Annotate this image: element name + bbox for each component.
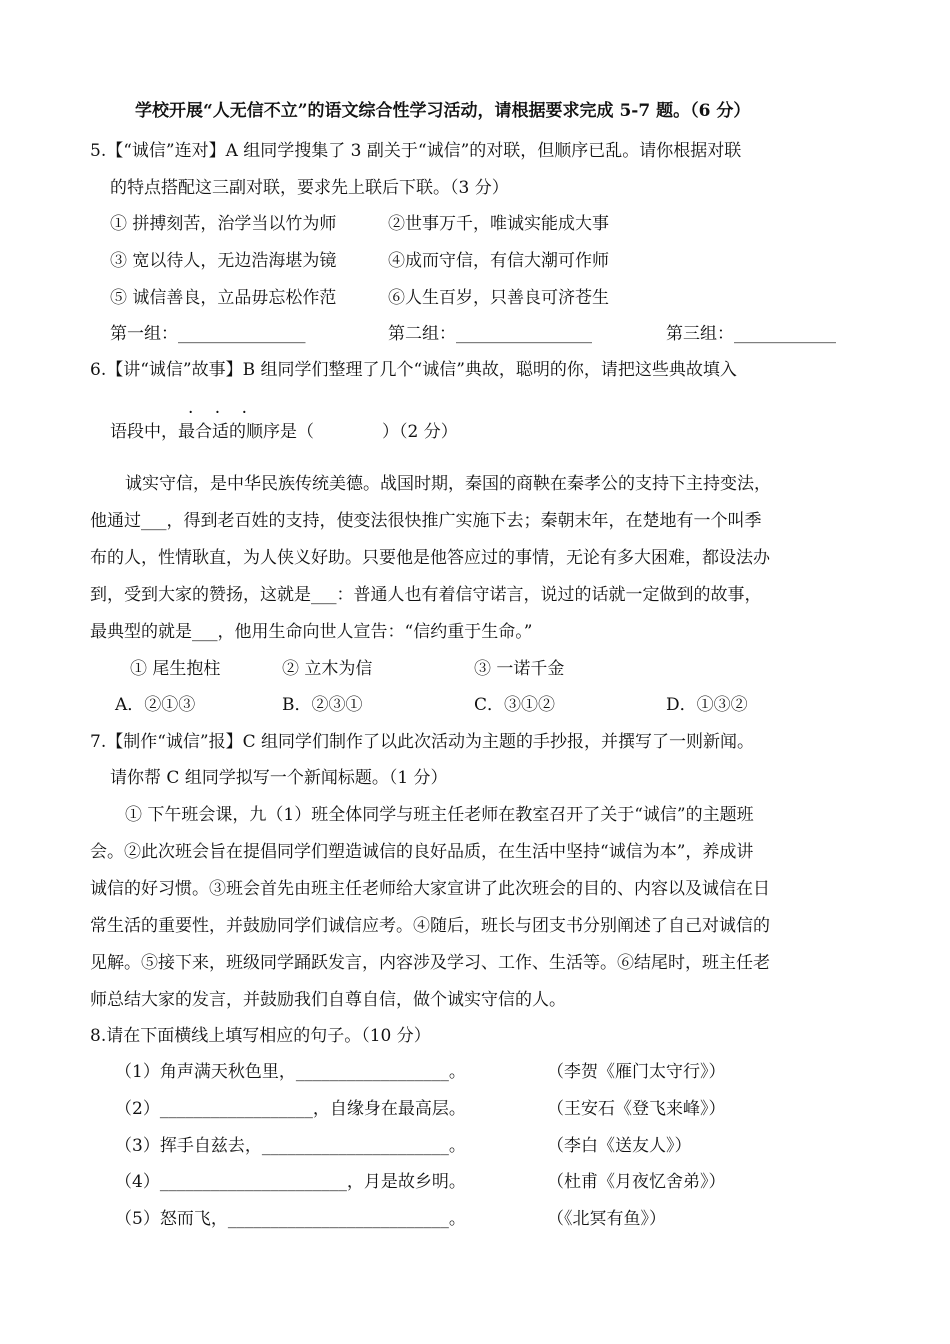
q5-group-1-blank[interactable]: 第一组：_______________ <box>110 324 306 344</box>
q5-couplet-2: ②世事万千，唯诚实能成大事 <box>388 214 609 234</box>
q6-prompt-line1: 6.【讲“诚信”故事】B 组同学们整理了几个“诚信”典故，聪明的你，请把这些典故填入 <box>90 360 737 380</box>
q8-source-5: （《北冥有鱼》） <box>547 1209 666 1229</box>
q8-item-1[interactable]: （1）角声满天秋色里，__________________。 <box>115 1062 466 1082</box>
q5-couplet-3: ③ 宽以待人，无边浩海堪为镜 <box>110 251 337 271</box>
q8-item-5[interactable]: （5）怒而飞，__________________________。 <box>115 1209 466 1229</box>
q5-group-3-blank[interactable]: 第三组：____________ <box>666 324 836 344</box>
q6-passage-line: 到，受到大家的赞扬，这就是___：普通人也有着信守诺言，说过的话就一定做到的故事， <box>90 585 762 605</box>
q6-passage-line: 他通过___，得到老百姓的支持，使变法很快推广实施下去；秦朝末年，在楚地有一个叫季 <box>90 511 762 531</box>
q6-passage-line: 布的人，性情耿直，为人侠义好助。只要他是他答应过的事情，无论有多大困难，都设法办 <box>90 548 770 568</box>
q6-choice-b[interactable]: B．②③① <box>282 695 363 715</box>
q7-news-line: 常生活的重要性，并鼓励同学们诚信应考。④随后，班长与团支书分别阐述了自己对诚信的 <box>90 916 770 936</box>
q8-prompt: 8.请在下面横线上填写相应的句子。（10 分） <box>90 1026 431 1046</box>
q5-couplet-4: ④成而守信，有信大潮可作师 <box>388 251 609 271</box>
q5-couplet-5: ⑤ 诚信善良，立品毋忘松作范 <box>110 288 337 308</box>
q8-source-3: （李白《送友人》） <box>547 1136 692 1156</box>
q6-story-2: ② 立木为信 <box>282 659 373 679</box>
q8-source-2: （王安石《登飞来峰》） <box>547 1099 726 1119</box>
section-title: 学校开展“人无信不立”的语文综合性学习活动，请根据要求完成 5-7 题。（6 分） <box>135 101 751 121</box>
q6-choice-a[interactable]: A．②①③ <box>115 695 196 715</box>
q5-prompt-line2: 的特点搭配这三副对联，要求先上联后下联。（3 分） <box>110 178 509 198</box>
q8-item-3[interactable]: （3）挥手自兹去，______________________。 <box>115 1136 466 1156</box>
q6-story-1: ① 尾生抱柱 <box>130 659 221 679</box>
q7-news-line: 见解。⑤接下来，班级同学踊跃发言，内容涉及学习、工作、生活等。⑥结尾时，班主任老 <box>90 953 770 973</box>
q7-news-line: 会。②此次班会旨在提倡同学们塑造诚信的良好品质，在生活中坚持“诚信为本”，养成讲 <box>90 842 754 862</box>
q7-prompt-line1: 7.【制作“诚信”报】C 组同学们制作了以此次活动为主题的手抄报，并撰写了一则新闻。 <box>90 732 755 752</box>
q6-prompt-line2[interactable]: 语段中，最合适的顺序是（ ）（2 分） <box>110 422 458 442</box>
q5-couplet-6: ⑥人生百岁，只善良可济苍生 <box>388 288 609 308</box>
q8-source-4: （杜甫《月夜忆舍弟》） <box>547 1172 726 1192</box>
q8-item-2[interactable]: （2）__________________，自缘身在最高层。 <box>115 1099 466 1119</box>
q6-story-3: ③ 一诺千金 <box>474 659 565 679</box>
q7-news-line: 师总结大家的发言，并鼓励我们自尊自信，做个诚实守信的人。 <box>90 990 566 1010</box>
q7-prompt-line2: 请你帮 C 组同学拟写一个新闻标题。（1 分） <box>110 768 448 788</box>
emphasis-dots: · · · <box>188 403 256 423</box>
q7-news-line: 诚信的好习惯。③班会首先由班主任老师给大家宣讲了此次班会的目的、内容以及诚信在日 <box>90 879 770 899</box>
q8-source-1: （李贺《雁门太守行》） <box>547 1062 726 1082</box>
q6-passage-line: 诚实守信，是中华民族传统美德。战国时期，秦国的商鞅在秦孝公的支持下主持变法， <box>125 474 771 494</box>
q5-group-2-blank[interactable]: 第二组：________________ <box>388 324 592 344</box>
q6-choice-d[interactable]: D．①③② <box>666 695 748 715</box>
q6-choice-c[interactable]: C．③①② <box>474 695 556 715</box>
q5-couplet-1: ① 拼搏刻苦，治学当以竹为师 <box>110 214 337 234</box>
q7-news-line: ① 下午班会课，九（1）班全体同学与班主任老师在教室召开了关于“诚信”的主题班 <box>125 805 754 825</box>
q5-prompt-line1: 5.【“诚信”连对】A 组同学搜集了 3 副关于“诚信”的对联，但顺序已乱。请你根据对联 <box>90 141 742 161</box>
q8-item-4[interactable]: （4）______________________，月是故乡明。 <box>115 1172 466 1192</box>
q6-passage-line: 最典型的就是___，他用生命向世人宣告：“信约重于生命。” <box>90 622 533 642</box>
